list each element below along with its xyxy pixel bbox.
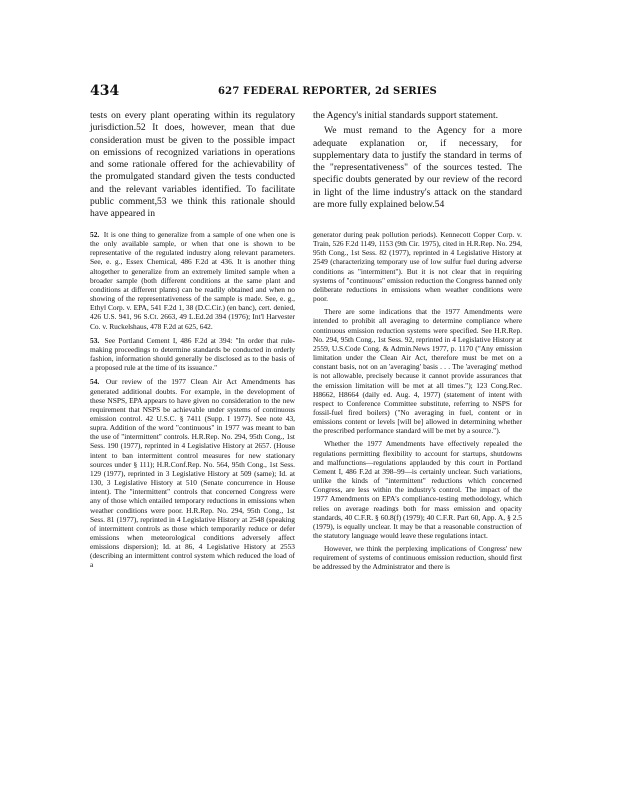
footnote-text: Our review of the 1977 Clean Air Act Amendments has generated additional doubts. For example, in the development of these NSPS, EPA appears to have given no consideration to the new requirement that NSPS be achievable under systems of continuous emission control. 42 U.S.C. § 7411 (Supp. I 1977). See note 43, supra. Addition of the word "continuous" in 1977 was meant to ban the use of "intermittent" controls. H.R.Rep. No. 294, 95th Cong., 1st Sess. 190 (1977), reprinted in 4 Legislative History at 2657. (House intent to ban intermittent control measures for new stationary sources under § 111); H.R.Conf.Rep. No. 564, 95th Cong., 1st Sess. 129 (1977), reprinted in 3 Legislative History at 509 (same); Id. at 130, 3 Legislative History at 510 (Senate concurrence in House intent). The "intermittent" controls that concerned Congress were any of those which entailed temporary reductions in emissions when weather conditions were poor. H.R.Rep. No. 294, 95th Cong., 1st Sess. 81 (1977), reprinted in 4 Legislative History at 2548 (speaking of intermittent controls as those which temporarily reduce or defer emissions when meteorological conditions adversely affect emissions dispersion); Id. at 86, 4 Legislative History at 2553 (describing an intermittent control system which reduced the load of a [90, 377, 295, 570]
footnote-54 [90, 377, 295, 569]
footnote-number: 53. [90, 335, 100, 345]
footnotes-left [90, 230, 295, 575]
footnote-paragraph: Whether the 1977 Amendments have effectively repealed the regulations permitting flexibility to account for startups, shutdowns and malfunctions—regulations applauded by this court in Portland Cement I, 486 F.2d at 398–99—is certainly unclear. Such variations, unlike the kinds of "intermittent" reductions which concerned Congress, are less within the industry's control. The impact of the 1977 Amendments on EPA's compliance-testing methodology, which relies on average readings both for mass emission and opacity standards, 40 C.F.R. § 60.8(f) (1979); 40 C.F.R. Part 60, App. A, § 2.5 (1979), is equally unclear. It may be that a reasonable construction of the statutory language would leave these regulations intact. [313, 439, 522, 540]
body-text-right [313, 110, 522, 214]
footnote-continuation: generator during peak pollution periods). Kennecott Copper Corp. v. Train, 526 F.2d 1149, 1153 (9th Cir. 1975), cited in H.R.Rep. No. 294, 95th Cong., 1st Sess. 82 (1977), reprinted in 4 Legislative History at 2549 (characterizing temporary use of low sulfur fuel during adverse conditions as "intermittent"). But it is not clear that in requiring systems of "continuous" emission reduction the Congress banned only deliberate reductions in emissions when weather conditions were poor. [313, 230, 522, 304]
footnotes-right [313, 230, 522, 576]
footnote-number: 54. [90, 377, 100, 387]
footnote-paragraph: However, we think the perplexing implications of Congress' new requirement of systems of continuous emission reduction, should first be addressed by the Administrator and there is [313, 544, 522, 572]
body-text-left: tests on every plant operating within its regulatory jurisdiction.52 It does, however, mean that due consideration must be given to the possible impact on emissions of recognized variations in operations and some rationale offered for the achievability of the promulgated standard given the tests conducted and the relevant variables identified. To facilitate public comment,53 we think this rationale should have appeared in [90, 110, 295, 220]
footnote-text: It is one thing to generalize from a sample of one when one is the only available sample, or when that one is shown to be representative of the regulated industry along relevant parameters. See, e. g., Essex Chemical, 486 F.2d at 436. It is another thing altogether to generalize from an extremely limited sample when a broader sample (both different conditions at the same plant and conditions at different plants) can be readily obtained and when no showing of the representativeness of the sample is made. See, e. g., Ethyl Corp. v. EPA, 541 F.2d 1, 38 (D.C.Cir.) (en banc), cert. denied, 426 U.S. 941, 96 S.Ct. 2663, 49 L.Ed.2d 394 (1976); Int'l Harvester Co. v. Ruckelshaus, 478 F.2d at 625, 642. [90, 230, 295, 331]
page-number: 434 [90, 83, 120, 99]
running-head: 627 FEDERAL REPORTER, 2d SERIES [218, 86, 437, 97]
footnote-53 [90, 336, 295, 373]
footnote-number: 52. [90, 230, 100, 239]
footnote-text: See Portland Cement I, 486 F.2d at 394: "In order that rule-making proceedings to determine standards be conducted in orderly fashion, information should generally be disclosed as to the basis of a proposed rule at the time of its issuance." [90, 335, 295, 373]
footnote-paragraph: There are some indications that the 1977 Amendments were intended to prohibit all averaging to determine compliance where continuous emission reduction systems were specified. See H.R.Rep. No. 294, 95th Cong., 1st Sess. 92, reprinted in 4 Legislative History at 2559, U.S.Code Cong. & Admin.News 1977, p. 1170 ("Any emission limitation under the Clean Air Act, therefore must be met on a constant basis, not on an 'averaging' basis . . . The 'averaging' method is not allowable, precisely because it cannot provide assurances that the emission limitation will be met at all times."); 123 Cong.Rec. H8662, H8664 (daily ed. Aug. 4, 1977) (statement of intent with respect to Conference Committee substitute, referring to NSPS for fossil-fuel fired boilers) ("No averaging in fuel, content or in emissions content or levels [will be] allowed in determining whether the prescribed performance standard will be met by a source."). [313, 307, 522, 436]
footnote-52 [90, 230, 295, 331]
body-paragraph: the Agency's initial standards support statement. [313, 110, 499, 121]
body-paragraph: We must remand to the Agency for a more adequate explanation or, if necessary, for supplementary data to justify the standard in terms of the "representativeness" of the sources tested. The specific doubts generated by our review of the record in light of the lime industry's attack on the standard are more fully explained below.54 [313, 125, 522, 211]
